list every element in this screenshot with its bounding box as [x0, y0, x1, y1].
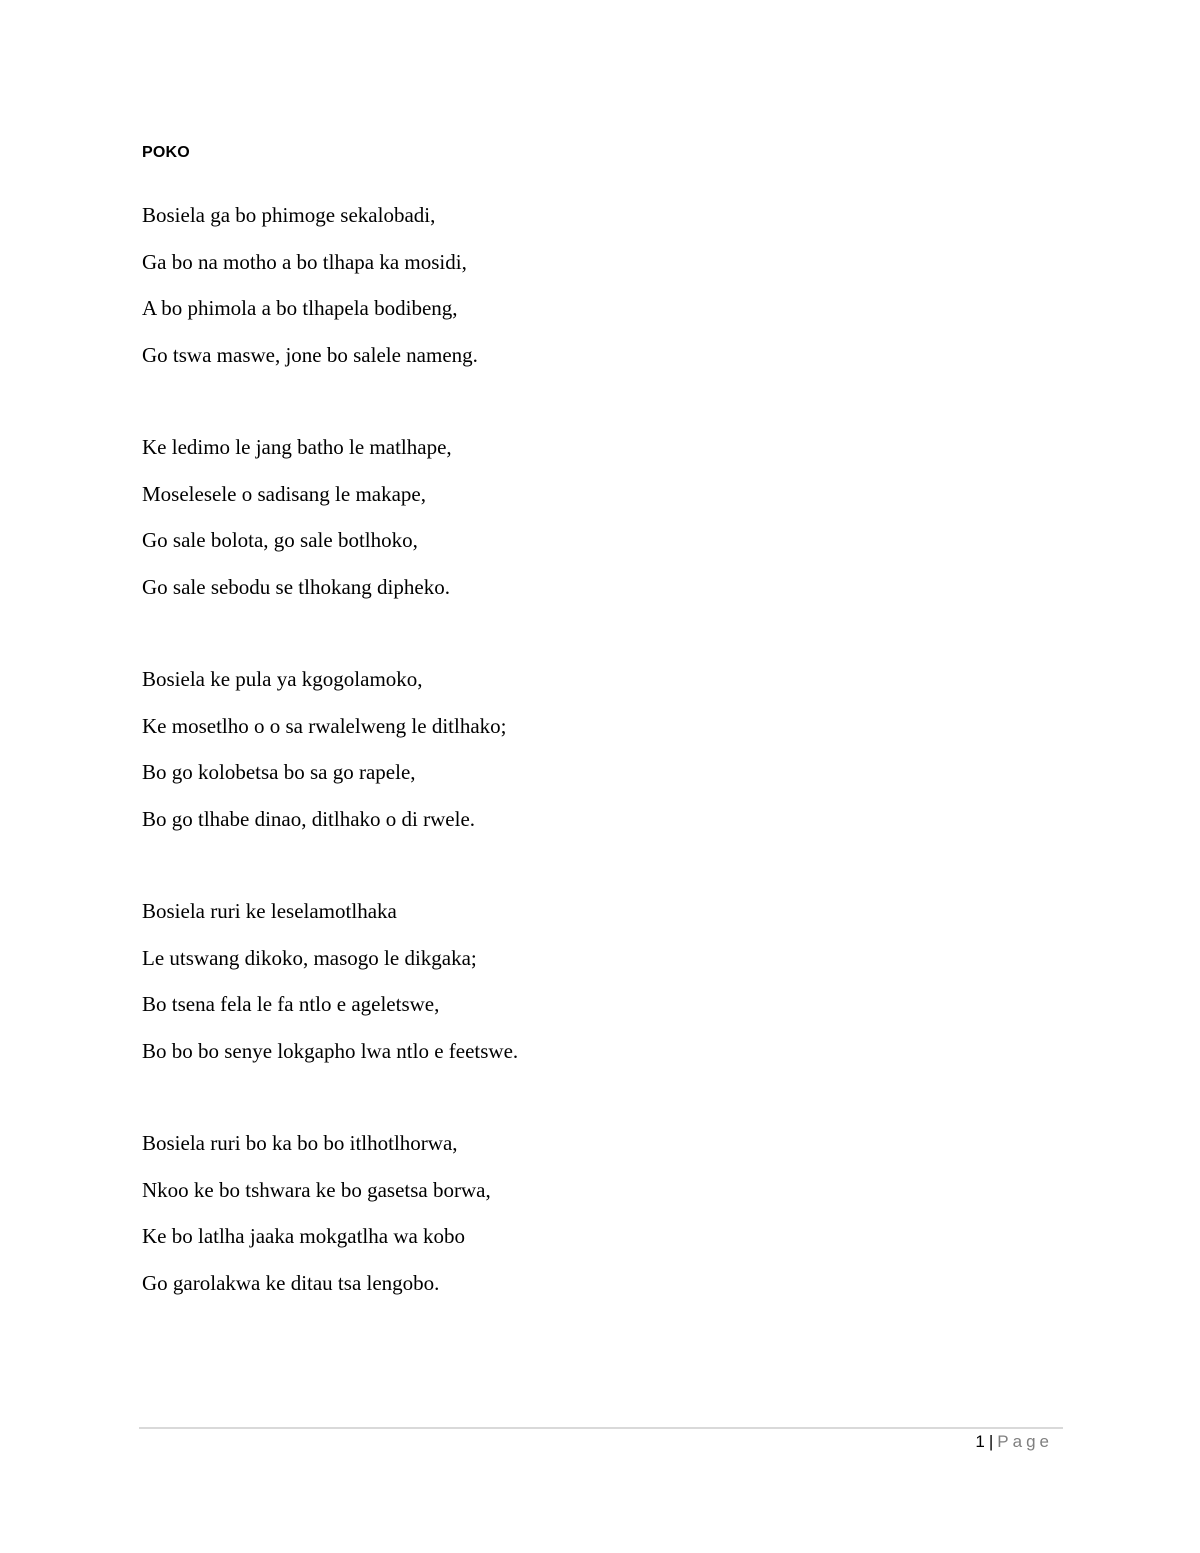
poem-line: Ke bo latlha jaaka mokgatlha wa kobo — [142, 1224, 466, 1248]
poem-line: A bo phimola a bo tlhapela bodibeng, — [142, 296, 458, 320]
poem-line: Ga bo na motho a bo tlhapa ka mosidi, — [142, 249, 467, 274]
poem-line: Bosiela ruri ke leselamotlhaka — [142, 899, 397, 923]
stanza — [142, 888, 1042, 1074]
poem-line: Ke ledimo le jang batho le matlhape, — [142, 435, 452, 459]
poem-line: Bo tsena fela le fa ntlo e ageletswe, — [142, 992, 440, 1016]
poem-line: Le utswang dikoko, masogo le dikgaka; — [142, 945, 477, 970]
poem-line: Go sale sebodu se tlhokang dipheko. — [142, 574, 450, 599]
poem-line: Moselesele o sadisang le makape, — [142, 481, 426, 506]
poem-line: Bosiela ga bo phimoge sekalobadi, — [142, 203, 436, 227]
poem-line: Go garolakwa ke ditau tsa lengobo. — [142, 1270, 440, 1295]
poem-body — [142, 192, 1042, 1352]
poem-line: Go tswa maswe, jone bo salele nameng. — [142, 342, 478, 367]
stanza — [142, 1120, 1042, 1306]
stanza — [142, 192, 1042, 378]
poem-line: Bo bo bo senye lokgapho lwa ntlo e feetswe. — [142, 1038, 519, 1063]
stanza — [142, 424, 1042, 610]
poem-line: Bo go tlhabe dinao, ditlhako o di rwele. — [142, 806, 476, 831]
footer-separator: | — [988, 1432, 994, 1451]
poem-line: Ke mosetlho o o sa rwalelweng le ditlhako; — [142, 713, 507, 738]
footer-divider — [139, 1427, 1063, 1429]
poem-line: Bosiela ruri bo ka bo bo itlhotlhorwa, — [142, 1131, 458, 1155]
poem-line: Nkoo ke bo tshwara ke bo gasetsa borwa, — [142, 1177, 491, 1202]
poem-line: Bo go kolobetsa bo sa go rapele, — [142, 760, 416, 784]
page-footer — [975, 1432, 1053, 1452]
poem-line: Go sale bolota, go sale botlhoko, — [142, 528, 418, 552]
page-label: Page — [997, 1432, 1053, 1451]
poem-line: Bosiela ke pula ya kgogolamoko, — [142, 667, 423, 691]
stanza — [142, 656, 1042, 842]
page-number: 1 — [975, 1432, 985, 1451]
poem-title: POKO — [142, 144, 190, 161]
